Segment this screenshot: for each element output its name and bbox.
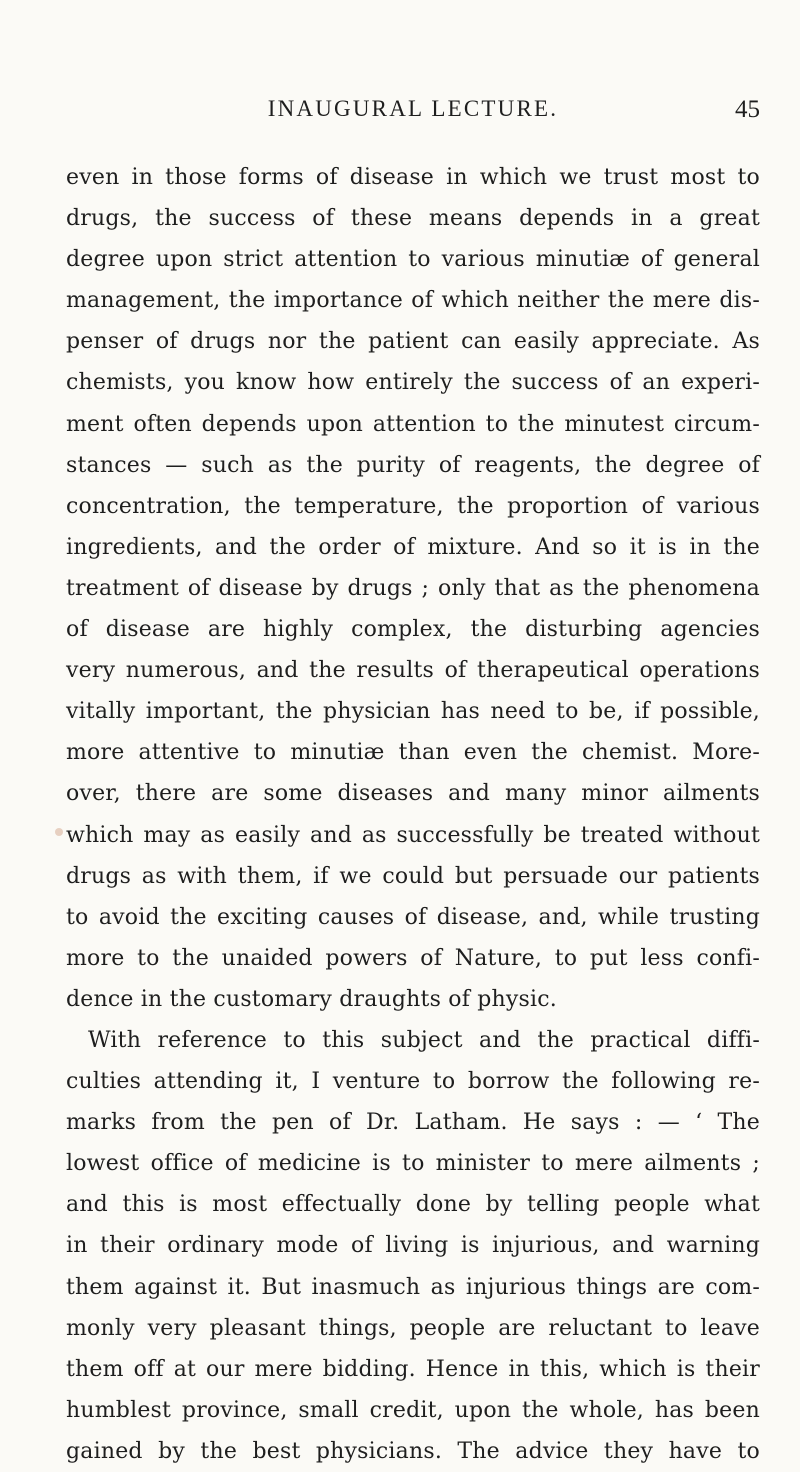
text-line: treatment of disease by drugs ; only that as the phenomena: [66, 575, 760, 601]
text-line: culties attending it, I venture to borrow the following re-: [66, 1069, 760, 1095]
text-line: penser of drugs nor the patient can easily appreciate. As: [66, 329, 760, 355]
text-line: lowest office of medicine is to minister to mere ailments ;: [66, 1151, 760, 1177]
text-line: of disease are highly complex, the disturbing agencies: [66, 617, 760, 643]
text-line: marks from the pen of Dr. Latham. He says : — ‘ The: [66, 1110, 760, 1136]
text-line: chemists, you know how entirely the success of an experi-: [66, 370, 760, 396]
text-line: very numerous, and the results of therapeutical operations: [66, 658, 760, 684]
text-line: vitally important, the physician has need to be, if possible,: [66, 699, 760, 725]
text-line: more attentive to minutiæ than even the chemist. More-: [66, 740, 760, 766]
text-line: ingredients, and the order of mixture. And so it is in the: [66, 534, 760, 560]
text-line: concentration, the temperature, the proportion of various: [66, 493, 760, 519]
text-line: to avoid the exciting causes of disease, and, while trusting: [66, 904, 760, 930]
paper-stain: [55, 828, 63, 836]
text-line: which may as easily and as successfully be treated without: [66, 822, 760, 848]
text-line: ment often depends upon attention to the minutest circum-: [66, 411, 760, 437]
text-line: gained by the best physicians. The advice they have to: [66, 1438, 760, 1464]
text-line: in their ordinary mode of living is injurious, and warning: [66, 1233, 760, 1259]
text-line: management, the importance of which neither the mere dis-: [66, 288, 760, 314]
running-head: [66, 96, 760, 132]
text-line: over, there are some diseases and many minor ailments: [66, 781, 760, 807]
text-line: drugs, the success of these means depends in a great: [66, 206, 760, 232]
text-line: them off at our mere bidding. Hence in this, which is their: [66, 1356, 760, 1382]
text-line: even in those forms of disease in which we trust most to: [66, 165, 760, 190]
text-line: drugs as with them, if we could but persuade our patients: [66, 863, 760, 889]
text-line: dence in the customary draughts of physic.: [66, 986, 557, 1012]
text-line: more to the unaided powers of Nature, to put less confi-: [66, 945, 760, 971]
text-line: humblest province, small credit, upon the whole, has been: [66, 1397, 760, 1423]
text-line: them against it. But inasmuch as injurious things are com-: [66, 1274, 760, 1300]
text-line: monly very pleasant things, people are reluctant to leave: [66, 1315, 760, 1341]
text-line: and this is most effectually done by telling people what: [66, 1192, 760, 1218]
body-text: [66, 157, 760, 1472]
text-line: stances — such as the purity of reagents, the degree of: [66, 452, 760, 478]
text-line: degree upon strict attention to various minutiæ of general: [66, 247, 760, 273]
text-line: With reference to this subject and the practical diffi-: [88, 1027, 760, 1053]
running-title: INAUGURAL LECTURE.: [267, 96, 559, 121]
page-number: 45: [735, 96, 760, 123]
